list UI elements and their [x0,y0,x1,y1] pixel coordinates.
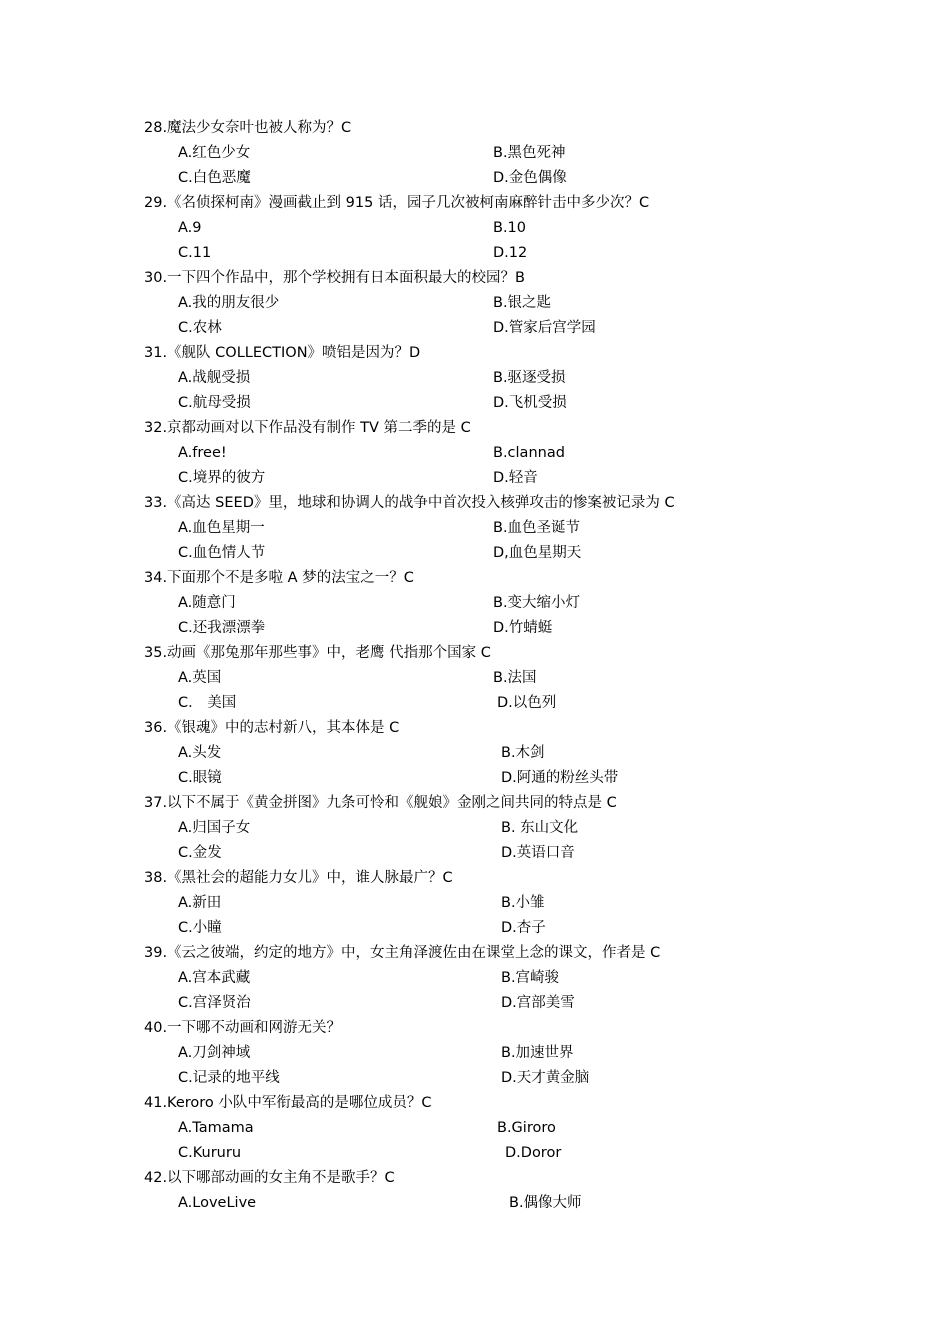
option-row [144,691,904,716]
option-b: B.黑色死神 [493,145,566,161]
option-row [144,916,904,941]
question-text: 31.《舰队 COLLECTION》喷铝是因为？D [144,345,421,361]
option-a: A.血色星期一 [178,520,265,536]
option-row [144,316,904,341]
question-29 [144,191,904,266]
option-c: C.白色恶魔 [178,170,251,186]
question-text: 36.《银魂》中的志村新八，其本体是 C [144,720,400,736]
option-row [144,616,904,641]
option-c: C.小瞳 [178,920,222,936]
option-a: A.free! [178,445,227,461]
option-c: C.眼镜 [178,770,222,786]
option-row [144,141,904,166]
option-c: C.记录的地平线 [178,1070,280,1086]
option-c: C.11 [178,245,212,261]
option-d: D.竹蜻蜓 [493,620,553,636]
option-row [144,991,904,1016]
option-a: A.Tamama [178,1120,254,1136]
option-row [144,666,904,691]
option-c: C.农林 [178,320,222,336]
question-text: 35.动画《那兔那年那些事》中，老鹰 代指那个国家 C [144,645,491,661]
option-a: A.头发 [178,745,222,761]
option-row [144,441,904,466]
option-d: D.飞机受损 [493,395,567,411]
option-row [144,816,904,841]
option-row [144,466,904,491]
question-37 [144,791,904,866]
option-d: D.金色偶像 [493,170,567,186]
option-a: A.归国子女 [178,820,251,836]
option-c: C.航母受损 [178,395,251,411]
option-d: D.12 [493,245,528,261]
option-b: B.木剑 [501,745,545,761]
question-34 [144,566,904,641]
option-row [144,366,904,391]
question-40 [144,1016,904,1091]
question-31 [144,341,904,416]
question-text: 34.下面那个不是多啦 A 梦的法宝之一？C [144,570,414,586]
option-a: A.新田 [178,895,222,911]
question-text: 30.一下四个作品中，那个学校拥有日本面积最大的校园？B [144,270,526,286]
option-d: D.阿通的粉丝头带 [501,770,619,786]
option-row [144,1191,904,1216]
question-text: 42.以下哪部动画的女主角不是歌手？C [144,1170,395,1186]
option-d: D.Doror [505,1145,562,1161]
question-text: 28.魔法少女奈叶也被人称为？C [144,120,352,136]
option-a: A.红色少女 [178,145,251,161]
question-28 [144,116,904,191]
option-b: B.血色圣诞节 [493,520,581,536]
option-row [144,166,904,191]
question-text: 37.以下不属于《黄金拼图》九条可怜和《舰娘》金刚之间共同的特点是 C [144,795,617,811]
option-row [144,841,904,866]
option-c: C.境界的彼方 [178,470,266,486]
option-d: D.杏子 [501,920,546,936]
option-row [144,216,904,241]
question-36 [144,716,904,791]
option-d: D.以色列 [497,695,557,711]
option-row [144,741,904,766]
question-42 [144,1166,904,1216]
option-row [144,766,904,791]
option-a: A.LoveLive [178,1195,257,1211]
option-b: B.clannad [493,445,565,461]
question-text: 32.京都动画对以下作品没有制作 TV 第二季的是 C [144,420,471,436]
option-a: A.英国 [178,670,222,686]
option-d: D.英语口音 [501,845,575,861]
question-text: 41.Keroro 小队中军衔最高的是哪位成员？C [144,1095,432,1111]
option-b: B.小雏 [501,895,545,911]
option-a: A.我的朋友很少 [178,295,280,311]
question-39 [144,941,904,1016]
question-text: 33.《高达 SEED》里，地球和协调人的战争中首次投入核弹攻击的惨案被记录为 C [144,495,675,511]
question-text: 38.《黑社会的超能力女儿》中，谁人脉最广？C [144,870,453,886]
option-b: B.宫崎骏 [501,970,560,986]
option-b: B.10 [493,220,527,236]
question-33 [144,491,904,566]
option-b: B. 东山文化 [501,820,579,836]
option-a: A.随意门 [178,595,236,611]
option-c: C.宫泽贤治 [178,995,251,1011]
option-row [144,541,904,566]
question-text: 40.一下哪不动画和网游无关？ [144,1020,342,1036]
option-d: D.轻音 [493,470,538,486]
option-a: A.宫本武藏 [178,970,251,986]
option-a: A.战舰受损 [178,370,251,386]
option-c: C.金发 [178,845,222,861]
option-row [144,966,904,991]
option-row [144,591,904,616]
option-row [144,1066,904,1091]
option-c: C.血色情人节 [178,545,266,561]
question-text: 39.《云之彼端，约定的地方》中，女主角泽渡佐由在课堂上念的课文，作者是 C [144,945,661,961]
question-35 [144,641,904,716]
option-d: D.宫部美雪 [501,995,575,1011]
option-a: A.刀剑神域 [178,1045,251,1061]
option-d: D.天才黄金脑 [501,1070,590,1086]
option-row [144,516,904,541]
option-row [144,241,904,266]
option-row [144,391,904,416]
question-41 [144,1091,904,1166]
question-38 [144,866,904,941]
option-b: B.偶像大师 [509,1195,582,1211]
option-b: B.驱逐受损 [493,370,566,386]
option-c: C.Kururu [178,1145,242,1161]
option-row [144,1141,904,1166]
option-c: C.还我漂漂拳 [178,620,266,636]
option-b: B.加速世界 [501,1045,574,1061]
option-row [144,1041,904,1066]
option-a: A.9 [178,220,202,236]
option-b: B.Giroro [497,1120,556,1136]
option-row [144,291,904,316]
question-32 [144,416,904,491]
option-row [144,1116,904,1141]
option-b: B.法国 [493,670,537,686]
option-b: B.银之匙 [493,295,552,311]
option-c: C． 美国 [178,695,237,711]
question-30 [144,266,904,341]
option-b: B.变大缩小灯 [493,595,581,611]
question-text: 29.《名侦探柯南》漫画截止到 915 话，园子几次被柯南麻醉针击中多少次？C [144,195,650,211]
option-row [144,891,904,916]
option-d: D,血色星期天 [493,545,582,561]
option-d: D.管家后宫学园 [493,320,596,336]
quiz-list [144,116,904,1216]
